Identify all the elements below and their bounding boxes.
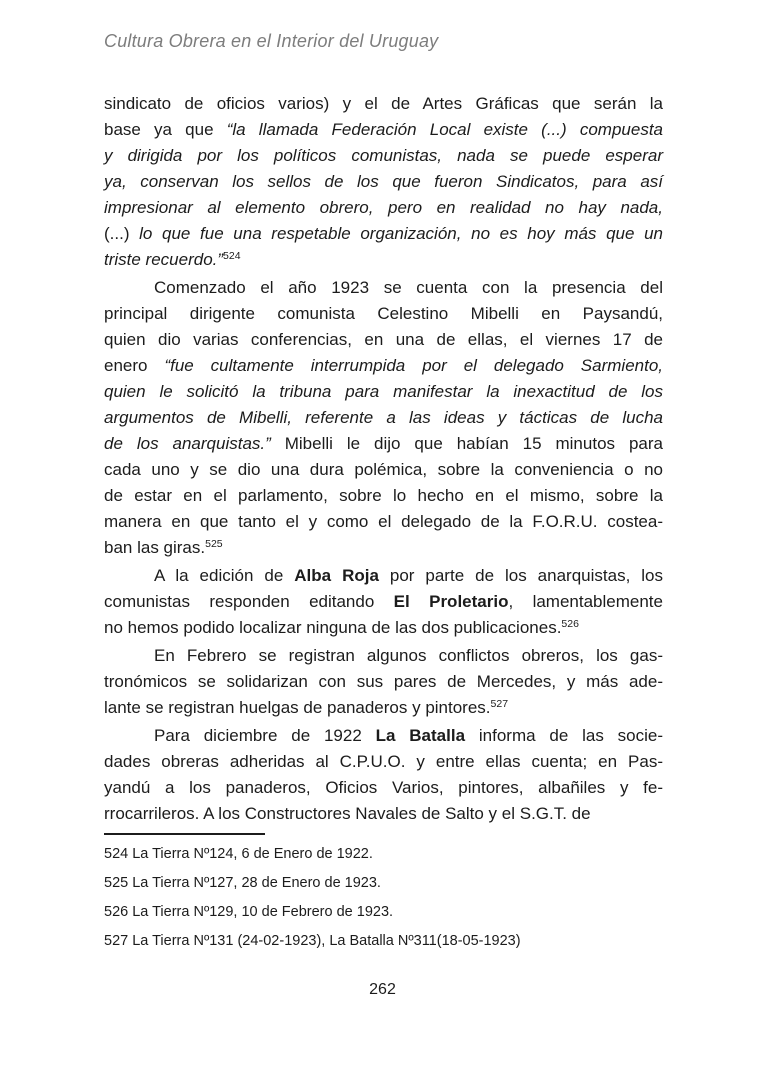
- paragraph: [104, 563, 663, 643]
- text-segment: argumentos de Mibelli, referente a las ideas y tácticas de lucha: [104, 408, 663, 427]
- text-line: [104, 615, 663, 643]
- text-segment: “la llamada Federación Local existe (...) compuesta: [226, 120, 663, 139]
- text-segment: de estar en el parlamento, sobre lo hecho en el mismo, sobre la: [104, 486, 663, 505]
- text-line: [104, 143, 663, 169]
- text-line: [104, 327, 663, 353]
- text-segment: (...): [104, 224, 140, 243]
- text-line: [104, 775, 663, 801]
- footnote-reference: 524: [223, 250, 241, 262]
- text-segment: por parte de los anarquistas, los: [378, 566, 663, 585]
- text-line: [104, 563, 663, 589]
- text-line: [104, 169, 663, 195]
- text-segment: “fue cultamente interrumpida por el delegado Sarmiento,: [164, 356, 664, 375]
- text-line: [104, 117, 663, 143]
- text-segment: informa de las socie-: [465, 726, 664, 745]
- paragraph: [104, 275, 663, 563]
- footnote: 525 La Tierra Nº127, 28 de Enero de 1923.: [104, 875, 381, 891]
- text-segment: Para diciembre de 1922: [154, 726, 376, 745]
- text-line: [104, 669, 663, 695]
- text-segment: triste recuerdo.”: [104, 250, 224, 269]
- footnote: 524 La Tierra Nº124, 6 de Enero de 1922.: [104, 846, 373, 862]
- text-line: [104, 749, 663, 775]
- footnote-separator-rule: [104, 833, 265, 835]
- text-segment: de los anarquistas.”: [104, 434, 271, 453]
- footnotes: [104, 840, 663, 956]
- text-segment: La Batalla: [375, 726, 466, 745]
- text-line: [104, 353, 663, 379]
- text-line: [104, 275, 663, 301]
- text-line: [104, 431, 663, 457]
- text-segment: lo que fue una respetable organización, no es hoy más que un: [139, 224, 663, 243]
- text-line: [104, 535, 663, 563]
- text-line: [104, 695, 663, 723]
- text-segment: sindicato de oficios varios) y el de Artes Gráficas que serán la: [104, 94, 663, 113]
- text-line: [104, 405, 663, 431]
- text-line: [104, 483, 663, 509]
- text-line: [104, 801, 663, 827]
- paragraph: [104, 723, 663, 827]
- text-segment: ban las giras.: [104, 538, 206, 557]
- text-line: [104, 221, 663, 247]
- text-segment: lante se registran huelgas de panaderos y pintores.: [104, 698, 491, 717]
- text-segment: dades obreras adheridas al C.P.U.O. y entre ellas cuenta; en Pas-: [104, 752, 663, 771]
- footnote-reference: 527: [490, 698, 509, 710]
- text-line: [104, 379, 663, 405]
- text-line: [104, 643, 663, 669]
- text-segment: tronómicos se solidarizan con sus pares de Mercedes, y más ade-: [104, 672, 663, 691]
- text-line: [104, 301, 663, 327]
- paragraph: [104, 91, 663, 275]
- text-segment: base ya que: [104, 120, 227, 139]
- text-segment: Mibelli le dijo que habían 15 minutos para: [270, 434, 663, 453]
- text-segment: yandú a los panaderos, Oficios Varios, pintores, albañiles y fe-: [104, 778, 663, 797]
- text-segment: no hemos podido localizar ninguna de las dos publicaciones.: [104, 618, 562, 637]
- paragraph: [104, 643, 663, 723]
- text-segment: , lamentablemente: [508, 592, 663, 611]
- text-segment: A la edición de: [154, 566, 295, 585]
- text-line: [104, 509, 663, 535]
- text-segment: comunistas responden editando: [104, 592, 394, 611]
- text-segment: y dirigida por los políticos comunistas, nada se puede esperar: [104, 146, 663, 165]
- page-number: 262: [369, 981, 396, 998]
- text-segment: impresionar al elemento obrero, pero en realidad no hay nada,: [104, 198, 663, 217]
- text-line: [104, 723, 663, 749]
- text-segment: Alba Roja: [294, 566, 379, 585]
- text-segment: rrocarrileros. A los Constructores Navales de Salto y el S.G.T. de: [104, 804, 591, 823]
- text-line: [104, 589, 663, 615]
- running-header: Cultura Obrera en el Interior del Uruguay: [104, 31, 439, 51]
- text-segment: Comenzado el año 1923 se cuenta con la presencia del: [154, 278, 663, 297]
- text-segment: El Proletario: [393, 592, 509, 611]
- text-line: [104, 91, 663, 117]
- text-line: [104, 195, 663, 221]
- footnote: 527 La Tierra Nº131 (24-02-1923), La Batalla Nº311(18-05-1923): [104, 933, 521, 949]
- text-segment: manera en que tanto el y como el delegado de la F.O.R.U. costea-: [104, 512, 663, 531]
- text-line: [104, 457, 663, 483]
- text-segment: principal dirigente comunista Celestino Mibelli en Paysandú,: [104, 304, 663, 323]
- footnote-reference: 526: [561, 618, 579, 630]
- text-line: [104, 247, 663, 275]
- body-text: [104, 91, 663, 827]
- text-segment: quien dio varias conferencias, en una de ellas, el viernes 17 de: [104, 330, 663, 349]
- footnote-reference: 525: [205, 538, 223, 550]
- text-segment: En Febrero se registran algunos conflictos obreros, los gas-: [154, 646, 663, 665]
- text-segment: cada uno y se dio una dura polémica, sobre la conveniencia o no: [104, 460, 663, 479]
- text-segment: ya, conservan los sellos de los que fueron Sindicatos, para así: [104, 172, 663, 191]
- text-segment: quien le solicitó la tribuna para manifestar la inexactitud de los: [104, 382, 663, 401]
- footnote: 526 La Tierra Nº129, 10 de Febrero de 1923.: [104, 904, 394, 920]
- text-segment: enero: [104, 356, 165, 375]
